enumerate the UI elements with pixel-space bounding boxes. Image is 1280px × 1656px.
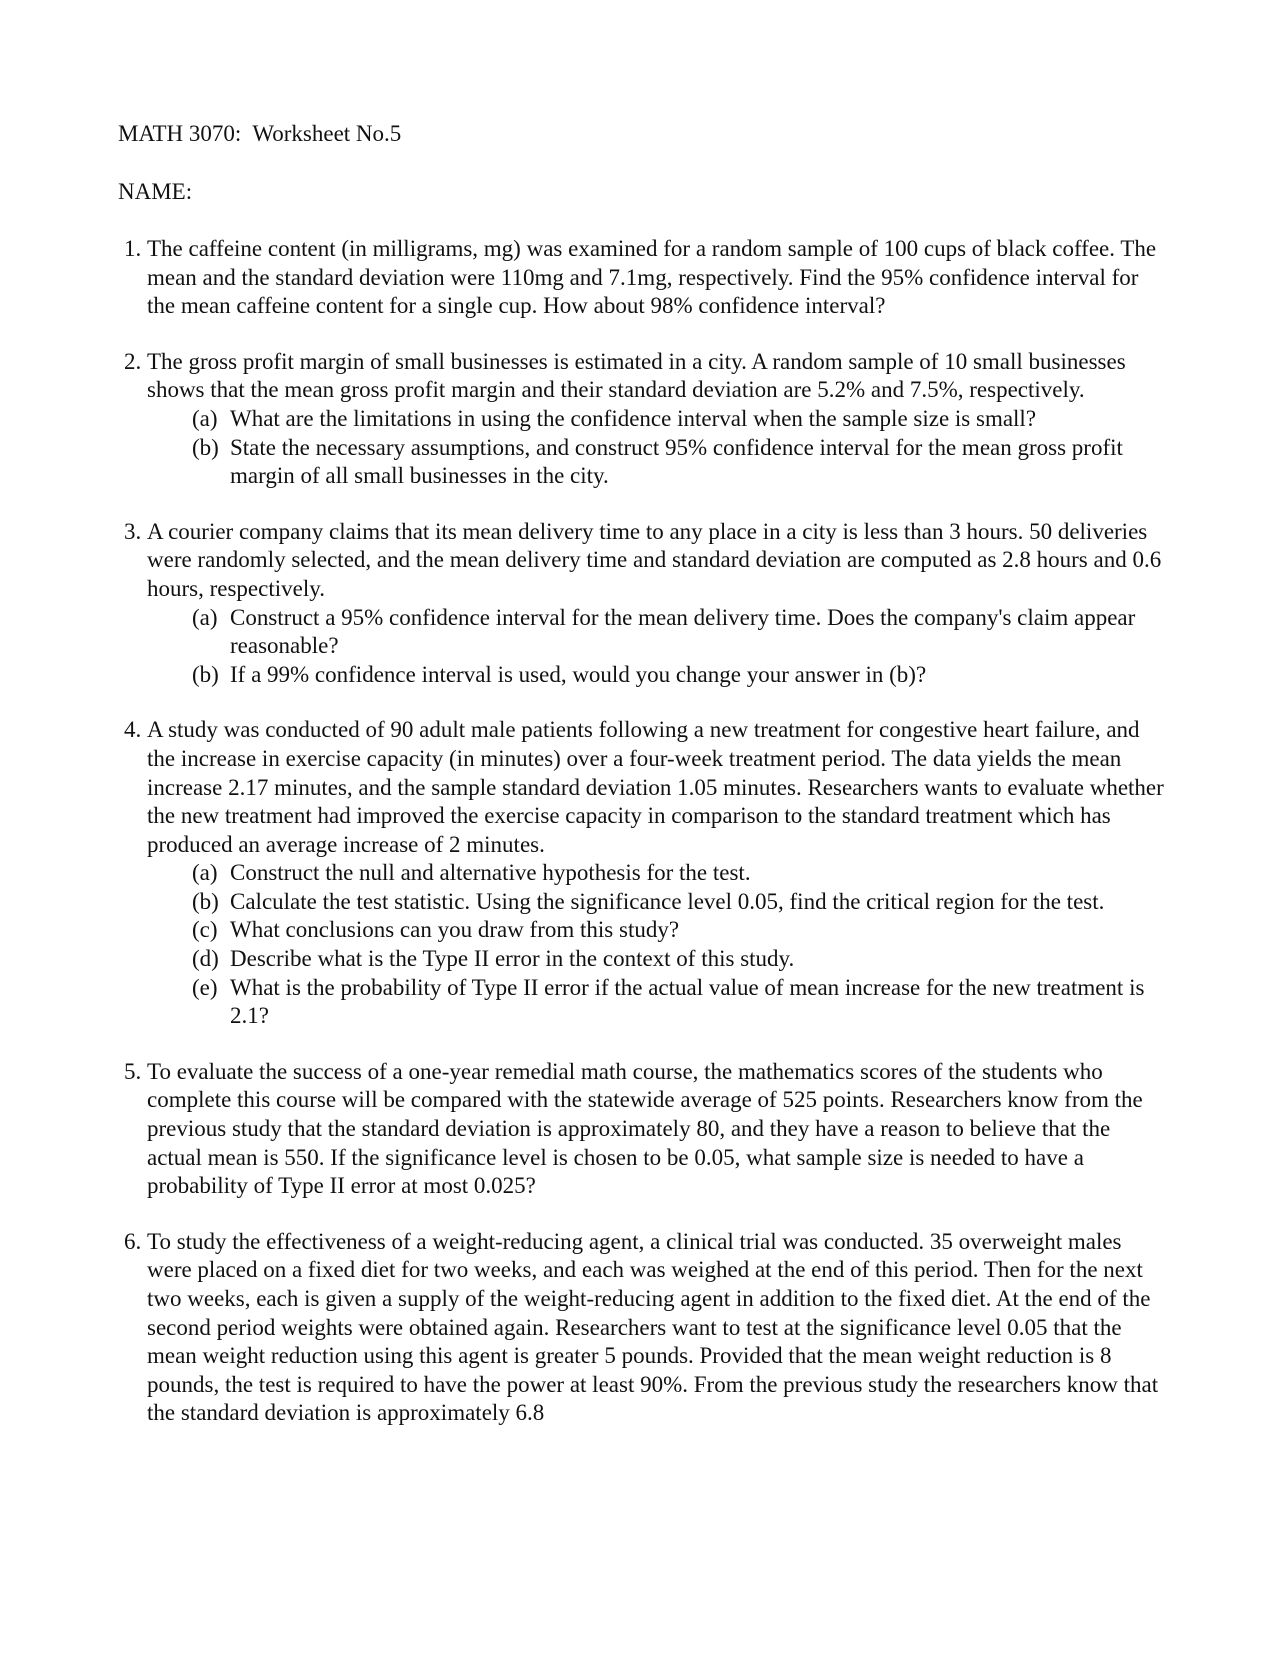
problem-1 [118,235,1170,321]
problem-2 [118,348,1170,491]
problem-3 [118,518,1170,690]
problem-part [192,661,1170,690]
worksheet-title: MATH 3070: Worksheet No.5 [118,121,402,146]
problem-text: The caffeine content (in milligrams, mg) was examined for a random sample of 100 cups of black coffee. The mean and the standard deviation were 110mg and 7.1mg, respectively. Find the 95% confidence interval for the mean caffeine content for a single cup. How about 98% confidence interval? [147,236,1157,319]
part-text: Describe what is the Type II error in the context of this study. [230,946,795,972]
part-letter: (c) [192,917,218,943]
problem-number: 3. [124,518,142,544]
problem-list [118,235,1170,1428]
part-letter: (e) [192,974,218,1000]
part-text: What conclusions can you draw from this study? [230,917,680,943]
part-letter: (a) [192,405,218,431]
problem-parts [147,859,1170,1031]
problem-part [192,859,1170,888]
part-letter: (b) [192,888,219,914]
problem-part [192,405,1170,434]
part-text: Construct a 95% confidence interval for the mean delivery time. Does the company's claim appear reasonable? [230,604,1136,659]
problem-part [192,604,1170,661]
part-letter: (b) [192,661,219,687]
problem-number: 6. [124,1228,142,1254]
part-letter: (b) [192,434,219,460]
problem-number: 1. [124,236,142,261]
problem-text: A courier company claims that its mean delivery time to any place in a city is less than 3 hours. 50 deliveries were randomly selected, and the mean delivery time and standard deviation are computed as 2.8 hours and 0.6 hours, respectively. [147,518,1162,601]
part-text: Construct the null and alternative hypothesis for the test. [230,860,751,886]
name-label: NAME: [118,179,193,204]
problem-number: 5. [124,1058,142,1084]
problem-number: 2. [124,348,142,374]
problem-6 [118,1228,1170,1428]
problem-text: To evaluate the success of a one-year remedial math course, the mathematics scores of the students who complete this course will be compared with the statewide average of 525 points. Researchers know from the previous study that the standard deviation is approximately 80, and they have a reason to believe that the actual mean is 550. If the significance level is chosen to be 0.05, what sample size is needed to have a probability of Type II error at most 0.025? [147,1058,1143,1199]
problem-text: The gross profit margin of small businesses is estimated in a city. A random sample of 10 small businesses shows that the mean gross profit margin and their standard deviation are 5.2% and 7.5%, respectively. [147,348,1126,403]
problem-5 [118,1058,1170,1201]
part-text: State the necessary assumptions, and construct 95% confidence interval for the mean gross profit margin of all small businesses in the city. [230,434,1123,489]
problem-part [192,916,1170,945]
problem-parts [147,604,1170,690]
part-text: What is the probability of Type II error if the actual value of mean increase for the new treatment is 2.1? [230,974,1145,1029]
part-letter: (d) [192,946,219,972]
part-letter: (a) [192,860,218,886]
problem-part [192,945,1170,974]
part-letter: (a) [192,604,218,630]
problem-text: To study the effectiveness of a weight-reducing agent, a clinical trial was conducted. 35 overweight males were placed on a fixed diet for two weeks, and each was weighed at the end of this period. Then for the next two weeks, each is given a supply of the weight-reducing agent in addition to the fixed diet. At the end of the second period weights were obtained again. Researchers want to test at the significance level 0.05 that the mean weight reduction using this agent is greater 5 pounds. Provided that the mean weight reduction is 8 pounds, the test is required to have the power at least 90%. From the previous study the researchers know that the standard deviation is approximately 6.8 [147,1228,1159,1426]
part-text: What are the limitations in using the confidence interval when the sample size is small? [230,405,1037,431]
problem-part [192,434,1170,491]
part-text: Calculate the test statistic. Using the significance level 0.05, find the critical region for the test. [230,888,1105,914]
problem-number: 4. [124,717,142,743]
part-text: If a 99% confidence interval is used, would you change your answer in (b)? [230,661,927,687]
problem-4 [118,716,1170,1031]
problem-part [192,974,1170,1031]
problem-text: A study was conducted of 90 adult male patients following a new treatment for congestive heart failure, and the increase in exercise capacity (in minutes) over a four-week treatment period. The data yields the mean increase 2.17 minutes, and the sample standard deviation 1.05 minutes. Researchers wants to evaluate whether the new treatment had improved the exercise capacity in comparison to the standard treatment which has produced an average increase of 2 minutes. [147,717,1164,857]
problem-parts [147,405,1170,491]
problem-part [192,888,1170,917]
